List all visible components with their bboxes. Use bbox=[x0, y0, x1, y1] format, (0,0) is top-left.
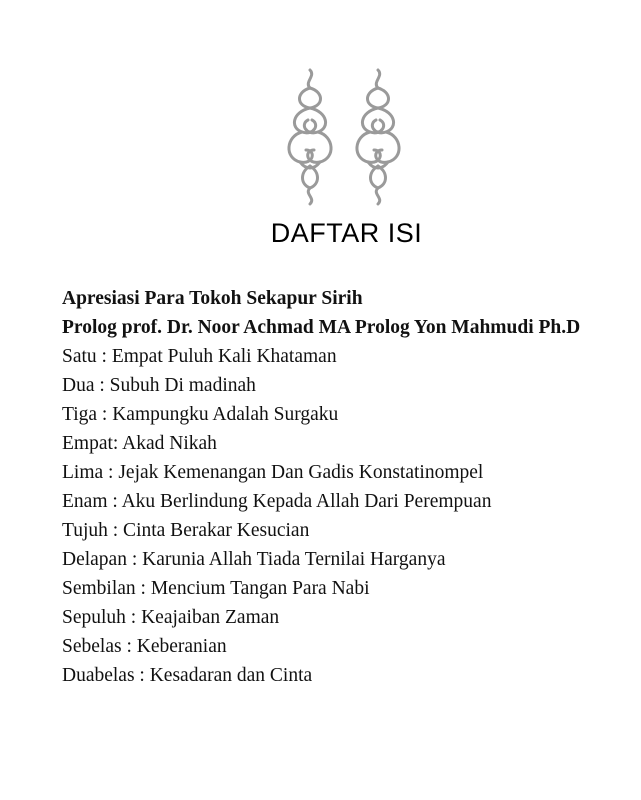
page-title: DAFTAR ISI bbox=[270, 218, 423, 248]
toc-entry: Tiga : Kampungku Adalah Surgaku bbox=[62, 404, 339, 425]
toc-heading-line: Prolog prof. Dr. Noor Achmad MA Prolog Yon Mahmudi Ph.D bbox=[62, 317, 581, 338]
toc-entry: Delapan : Karunia Allah Tiada Ternilai Harganya bbox=[62, 549, 446, 570]
toc-entry: Empat: Akad Nikah bbox=[62, 433, 217, 454]
toc-entry: Sepuluh : Keajaiban Zaman bbox=[62, 607, 280, 628]
toc-entry: Sembilan : Mencium Tangan Para Nabi bbox=[62, 578, 370, 599]
toc-entry: Enam : Aku Berlindung Kepada Allah Dari Perempuan bbox=[62, 491, 492, 512]
swirl-ornament-icon bbox=[270, 66, 430, 206]
toc-entry: Sebelas : Keberanian bbox=[62, 636, 227, 657]
toc-heading-line: Apresiasi Para Tokoh Sekapur Sirih bbox=[62, 288, 363, 309]
toc-entry: Lima : Jejak Kemenangan Dan Gadis Konstatinompel bbox=[62, 462, 484, 483]
toc-entry: Duabelas : Kesadaran dan Cinta bbox=[62, 665, 313, 686]
toc-entry: Satu : Empat Puluh Kali Khataman bbox=[62, 346, 337, 367]
table-of-contents bbox=[62, 284, 632, 690]
toc-entry: Tujuh : Cinta Berakar Kesucian bbox=[62, 520, 310, 541]
toc-entry: Dua : Subuh Di madinah bbox=[62, 375, 256, 396]
